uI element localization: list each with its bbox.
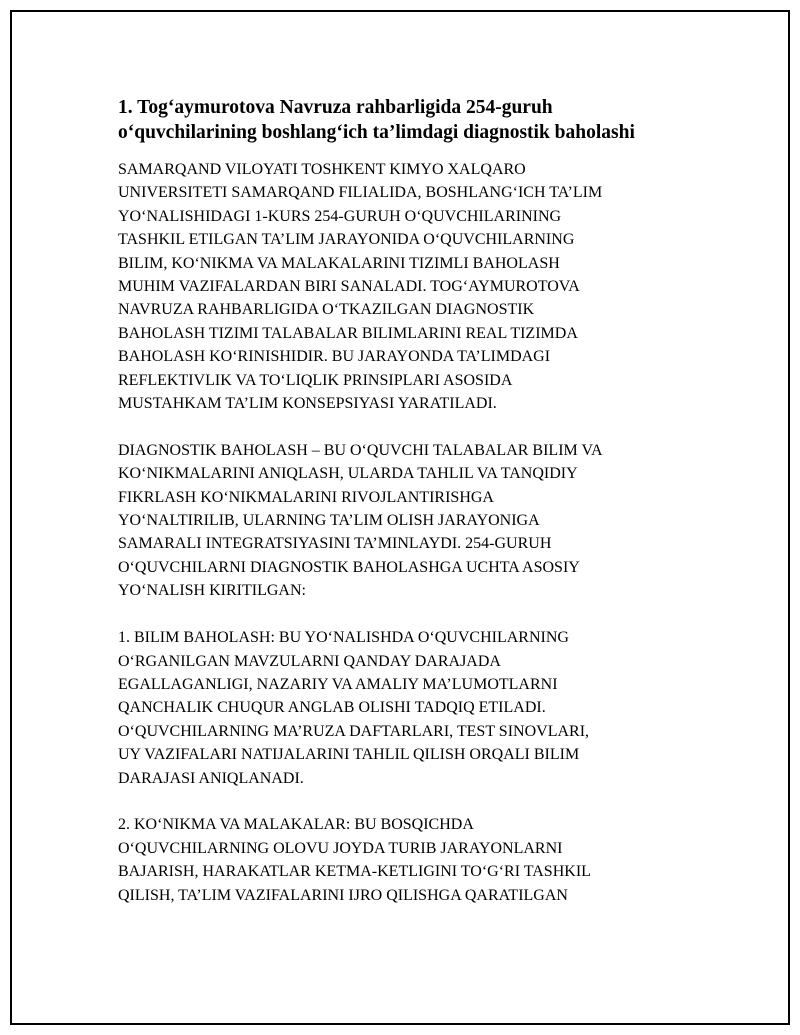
paragraph-diagnostic-definition: DIAGNOSTIK BAHOLASH – BU O‘QUVCHI TALABALAR BILIM VA KO‘NIKMALARINI ANIQLASH, ULARDA TAHLIL VA TANQIDIY FIKRLASH KO‘NIKMALARINI RIVOJLANTIRISHGA YO‘NALTIRILIB, ULARNING TA’LIM OLISH JARAYONIGA SAMARALI INTEGRATSIYASINI TA’MINLAYDI. 254-GURUH O‘QUVCHILARNI DIAGNOSTIK BAHOLASHGA UCHTA ASOSIY YO‘NALISH KIRITILGAN: xyxy=(118,441,603,600)
paragraph-knowledge-assessment: 1. BILIM BAHOLASH: BU YO‘NALISHDA O‘QUVCHILARNING O‘RGANILGAN MAVZULARNI QANDAY DARAJADA EGALLAGANLIGI, NAZARIY VA AMALIY MA’LUMOTLARNI QANCHALIK CHUQUR ANGLAB OLISHI TADQIQ ETILADI. O‘QUVCHILARNING MA’RUZA DAFTARLARI, TEST SINOVLARI, UY VAZIFALARI NATIJALARINI TAHLIL QILISH ORQALI BILIM DARAJASI ANIQLANADI. xyxy=(118,629,590,787)
document-body xyxy=(118,95,690,930)
section-heading: 1. Tog‘aymurotova Navruza rahbarligida 254-guruh o‘quvchilarining boshlang‘ich ta’limdagi diagnostik baholashi xyxy=(118,97,635,143)
paragraph-intro: SAMARQAND VILOYATI TOSHKENT KIMYO XALQARO UNIVERSITETI SAMARQAND FILIALIDA, BOSHLANG‘ICH TA’LIM YO‘NALISHIDAGI 1-KURS 254-GURUH O‘QUVCHILARINING TASHKIL ETILGAN TA’LIM JARAYONIDA O‘QUVCHILARNING BILIM, KO‘NIKMA VA MALAKALARINI TIZIMLI BAHOLASH MUHIM VAZIFALARDAN BIRI SANALADI. TOG‘AYMUROTOVA NAVRUZA RAHBARLIGIDA O‘TKAZILGAN DIAGNOSTIK BAHOLASH TIZIMI TALABALAR BILIMLARINI REAL TIZIMDA BAHOLASH KO‘RINISHIDIR. BU JARAYONDA TA’LIMDAGI REFLEKTIVLIK VA TO‘LIQLIK PRINSIPLARI ASOSIDA MUSTAHKAM TA’LIM KONSEPSIYASI YARATILADI. xyxy=(118,161,603,413)
paragraph-skills: 2. KO‘NIKMA VA MALAKALAR: BU BOSQICHDA O‘QUVCHILARNING OLOVU JOYDA TURIB JARAYONLARNI BAJARISH, HARAKATLAR KETMA-KETLIGINI TO‘G‘RI TASHKIL QILISH, TA’LIM VAZIFALARINI IJRO QILISHGA QARATILGAN xyxy=(118,816,591,904)
